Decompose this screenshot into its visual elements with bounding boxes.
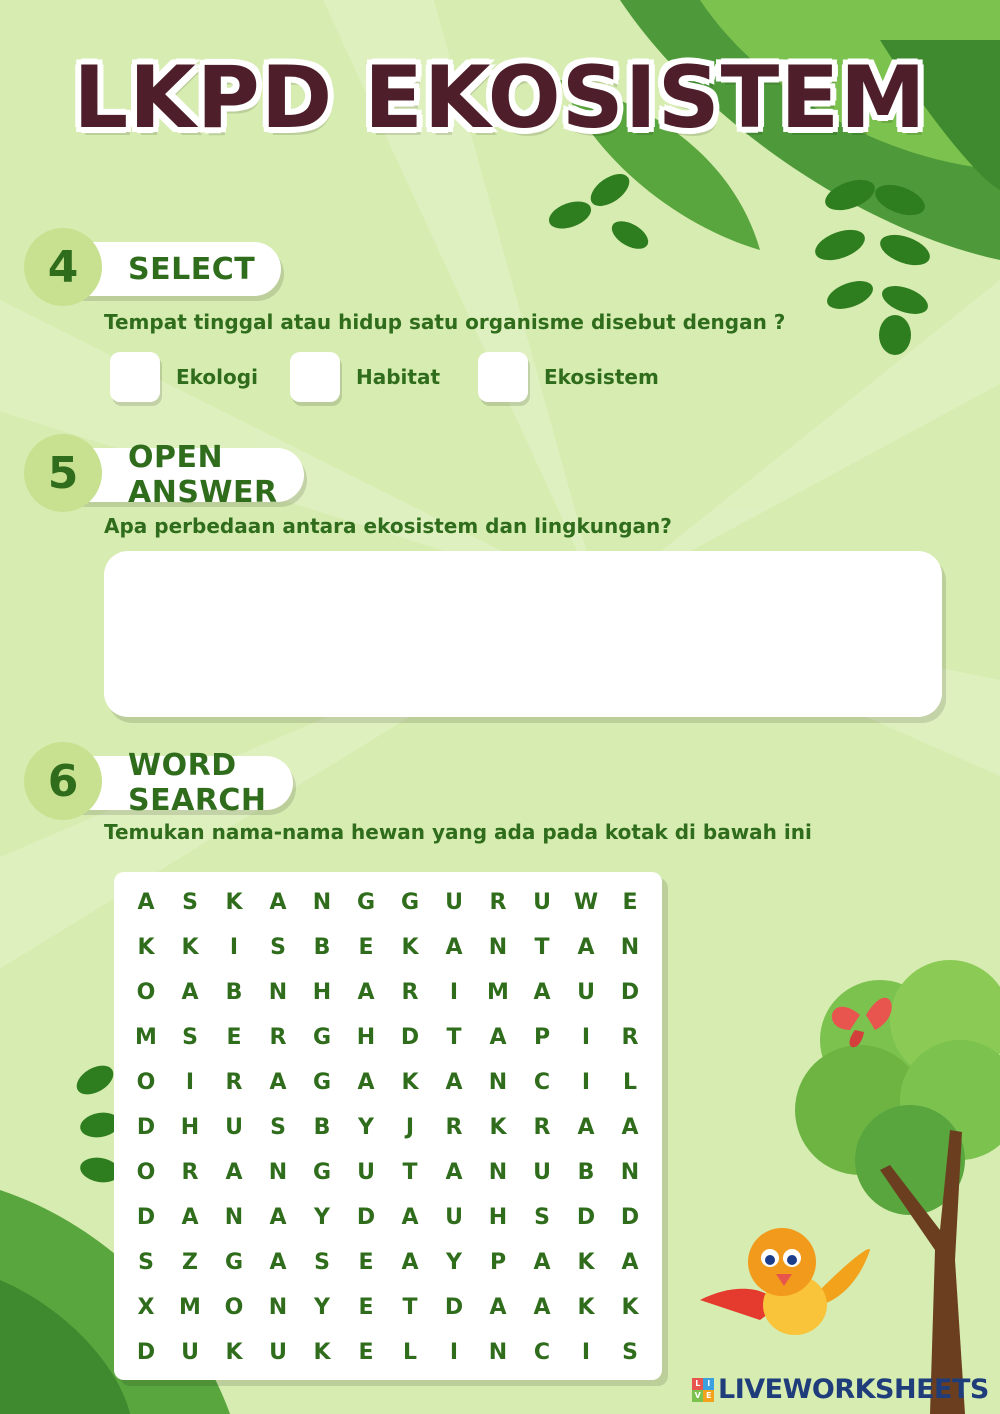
grid-letter[interactable]: T <box>534 935 550 960</box>
grid-letter[interactable]: X <box>137 1295 155 1320</box>
grid-letter[interactable]: C <box>533 1070 551 1095</box>
grid-letter[interactable]: I <box>581 1025 591 1050</box>
grid-letter[interactable]: R <box>445 1115 463 1140</box>
worksheet-title: LKPD EKOSISTEM <box>73 48 927 148</box>
grid-letter[interactable]: A <box>225 1160 243 1185</box>
grid-letter[interactable]: A <box>357 1070 375 1095</box>
question-text: Apa perbedaan antara ekosistem dan lingkungan? <box>104 514 672 538</box>
grid-letter[interactable]: A <box>445 1070 463 1095</box>
grid-letter[interactable]: N <box>312 890 332 915</box>
grid-letter[interactable]: S <box>138 1250 154 1275</box>
option-checkbox[interactable] <box>290 352 340 402</box>
grid-letter[interactable]: A <box>577 1115 595 1140</box>
grid-letter[interactable]: Y <box>446 1250 462 1275</box>
grid-letter[interactable]: N <box>224 1205 244 1230</box>
grid-letter[interactable]: S <box>182 890 198 915</box>
grid-letter[interactable]: P <box>489 1250 507 1275</box>
grid-letter[interactable]: N <box>620 935 640 960</box>
grid-letter[interactable]: K <box>313 1340 331 1365</box>
logo-letter: E <box>703 1390 714 1402</box>
grid-letter[interactable]: N <box>488 1160 508 1185</box>
option-ekologi[interactable] <box>110 352 258 402</box>
grid-letter[interactable]: K <box>489 1115 507 1140</box>
grid-letter[interactable]: A <box>269 1250 287 1275</box>
grid-letter[interactable]: O <box>224 1295 244 1320</box>
grid-letter[interactable]: M <box>487 980 509 1005</box>
grid-letter[interactable]: I <box>185 1070 195 1095</box>
grid-letter[interactable]: T <box>446 1025 462 1050</box>
grid-letter[interactable]: O <box>136 1070 156 1095</box>
grid-letter[interactable]: A <box>181 1205 199 1230</box>
grid-letter[interactable]: D <box>576 1205 596 1230</box>
grid-letter[interactable]: B <box>577 1160 595 1185</box>
option-label: Ekosistem <box>544 365 659 389</box>
grid-letter[interactable]: Y <box>358 1115 374 1140</box>
grid-letter[interactable]: B <box>225 980 243 1005</box>
section-number: 5 <box>24 434 102 512</box>
grid-letter[interactable]: A <box>269 1205 287 1230</box>
grid-letter[interactable]: A <box>401 1250 419 1275</box>
grid-letter[interactable]: U <box>357 1160 375 1185</box>
grid-letter[interactable]: P <box>533 1025 551 1050</box>
grid-letter[interactable]: Y <box>314 1295 330 1320</box>
grid-letter[interactable]: A <box>533 1295 551 1320</box>
grid-letter[interactable]: Y <box>314 1205 330 1230</box>
grid-letter[interactable]: A <box>533 980 551 1005</box>
grid-letter[interactable]: O <box>136 980 156 1005</box>
logo-letter: L <box>692 1378 703 1390</box>
grid-letter[interactable]: N <box>488 1070 508 1095</box>
grid-letter[interactable]: A <box>401 1205 419 1230</box>
grid-letter[interactable]: A <box>533 1250 551 1275</box>
grid-letter[interactable]: K <box>401 1070 419 1095</box>
option-label: Habitat <box>356 365 441 389</box>
liveworksheets-brand <box>692 1374 989 1405</box>
section-heading: SELECT <box>80 242 281 296</box>
brand-name: LIVEWORKSHEETS <box>718 1374 989 1405</box>
grid-letter[interactable]: U <box>533 1160 551 1185</box>
grid-letter[interactable]: D <box>356 1205 376 1230</box>
option-habitat[interactable] <box>290 352 440 402</box>
grid-letter[interactable]: U <box>577 980 595 1005</box>
option-ekosistem[interactable] <box>478 352 659 402</box>
grid-letter[interactable]: G <box>312 1070 332 1095</box>
grid-letter[interactable]: H <box>356 1025 376 1050</box>
grid-letter[interactable]: N <box>268 980 288 1005</box>
question-text: Tempat tinggal atau hidup satu organisme disebut dengan ? <box>104 310 786 334</box>
grid-letter[interactable]: S <box>270 1115 286 1140</box>
grid-letter[interactable]: N <box>268 1160 288 1185</box>
grid-letter[interactable]: M <box>179 1295 201 1320</box>
grid-letter[interactable]: D <box>444 1295 464 1320</box>
grid-letter[interactable]: N <box>488 935 508 960</box>
grid-letter[interactable]: I <box>449 1340 459 1365</box>
grid-letter[interactable]: I <box>449 980 459 1005</box>
grid-letter[interactable]: U <box>533 890 551 915</box>
grid-letter[interactable]: A <box>269 1070 287 1095</box>
grid-letter[interactable]: A <box>137 890 155 915</box>
grid-letter[interactable]: N <box>488 1340 508 1365</box>
grid-letter[interactable]: S <box>534 1205 550 1230</box>
grid-letter[interactable]: D <box>136 1205 156 1230</box>
grid-letter[interactable]: R <box>181 1160 199 1185</box>
word-search-card <box>114 872 662 1380</box>
grid-letter[interactable]: L <box>622 1070 638 1095</box>
grid-letter[interactable]: N <box>620 1160 640 1185</box>
grid-letter[interactable]: G <box>224 1250 244 1275</box>
grid-letter[interactable]: I <box>581 1340 591 1365</box>
grid-letter[interactable]: A <box>269 890 287 915</box>
grid-letter[interactable]: G <box>312 1025 332 1050</box>
grid-letter[interactable]: G <box>356 890 376 915</box>
grid-letter[interactable]: K <box>225 890 243 915</box>
grid-letter[interactable]: A <box>621 1115 639 1140</box>
grid-letter[interactable]: G <box>400 890 420 915</box>
grid-letter[interactable]: D <box>136 1340 156 1365</box>
grid-letter[interactable]: A <box>445 935 463 960</box>
grid-letter[interactable]: A <box>181 980 199 1005</box>
grid-letter[interactable]: H <box>312 980 332 1005</box>
grid-letter[interactable]: A <box>445 1160 463 1185</box>
grid-letter[interactable]: K <box>181 935 199 960</box>
question-text: Temukan nama-nama hewan yang ada pada kotak di bawah ini <box>104 820 812 844</box>
grid-letter[interactable]: R <box>533 1115 551 1140</box>
grid-letter[interactable]: A <box>357 980 375 1005</box>
grid-letter[interactable]: B <box>313 1115 331 1140</box>
grid-letter[interactable]: I <box>581 1070 591 1095</box>
grid-letter[interactable]: K <box>401 935 419 960</box>
grid-letter[interactable]: D <box>400 1025 420 1050</box>
grid-letter[interactable]: N <box>268 1295 288 1320</box>
option-label: Ekologi <box>176 365 258 389</box>
section-heading: WORD SEARCH <box>80 756 293 810</box>
grid-letter[interactable]: H <box>488 1205 508 1230</box>
grid-letter[interactable]: G <box>312 1160 332 1185</box>
grid-letter[interactable]: C <box>533 1340 551 1365</box>
grid-letter[interactable]: R <box>225 1070 243 1095</box>
grid-letter[interactable]: K <box>577 1295 595 1320</box>
logo-letter: I <box>703 1378 714 1390</box>
grid-letter[interactable]: I <box>229 935 239 960</box>
grid-letter[interactable]: A <box>621 1250 639 1275</box>
grid-letter[interactable]: O <box>136 1160 156 1185</box>
grid-letter[interactable]: U <box>181 1340 199 1365</box>
grid-letter[interactable]: R <box>401 980 419 1005</box>
section-number: 6 <box>24 742 102 820</box>
grid-letter[interactable]: T <box>402 1160 418 1185</box>
grid-letter[interactable]: D <box>136 1115 156 1140</box>
logo-letter: V <box>692 1390 703 1402</box>
grid-letter[interactable]: R <box>621 1025 639 1050</box>
grid-letter[interactable]: E <box>358 1295 374 1320</box>
grid-letter[interactable]: K <box>225 1340 243 1365</box>
grid-letter[interactable]: T <box>402 1295 418 1320</box>
grid-letter[interactable]: U <box>269 1340 287 1365</box>
option-checkbox[interactable] <box>110 352 160 402</box>
grid-letter[interactable]: K <box>621 1295 639 1320</box>
grid-letter[interactable]: R <box>269 1025 287 1050</box>
grid-letter[interactable]: Z <box>182 1250 198 1275</box>
grid-letter[interactable]: S <box>622 1340 638 1365</box>
grid-letter[interactable]: E <box>358 935 374 960</box>
section-heading: OPEN ANSWER <box>80 448 304 502</box>
option-checkbox[interactable] <box>478 352 528 402</box>
grid-letter[interactable]: H <box>180 1115 200 1140</box>
grid-letter[interactable]: S <box>270 935 286 960</box>
grid-letter[interactable]: E <box>622 890 638 915</box>
grid-letter[interactable]: D <box>620 980 640 1005</box>
grid-letter[interactable]: A <box>489 1295 507 1320</box>
grid-letter[interactable]: E <box>358 1250 374 1275</box>
section-number: 4 <box>24 228 102 306</box>
grid-letter[interactable]: U <box>445 1205 463 1230</box>
grid-letter[interactable]: L <box>402 1340 418 1365</box>
grid-letter[interactable]: U <box>225 1115 243 1140</box>
liveworksheets-logo-icon <box>692 1378 714 1402</box>
grid-letter[interactable]: S <box>314 1250 330 1275</box>
word-search-grid[interactable] <box>124 880 652 1375</box>
grid-letter[interactable]: J <box>405 1115 415 1140</box>
grid-letter[interactable]: E <box>226 1025 242 1050</box>
open-answer-field[interactable] <box>104 551 942 717</box>
grid-letter[interactable]: K <box>577 1250 595 1275</box>
grid-letter[interactable]: S <box>182 1025 198 1050</box>
grid-letter[interactable]: A <box>577 935 595 960</box>
grid-letter[interactable]: W <box>573 890 599 915</box>
grid-letter[interactable]: K <box>137 935 155 960</box>
grid-letter[interactable]: D <box>620 1205 640 1230</box>
grid-letter[interactable]: E <box>358 1340 374 1365</box>
grid-letter[interactable]: B <box>313 935 331 960</box>
grid-letter[interactable]: A <box>489 1025 507 1050</box>
grid-letter[interactable]: U <box>445 890 463 915</box>
grid-letter[interactable]: R <box>489 890 507 915</box>
grid-letter[interactable]: M <box>135 1025 157 1050</box>
